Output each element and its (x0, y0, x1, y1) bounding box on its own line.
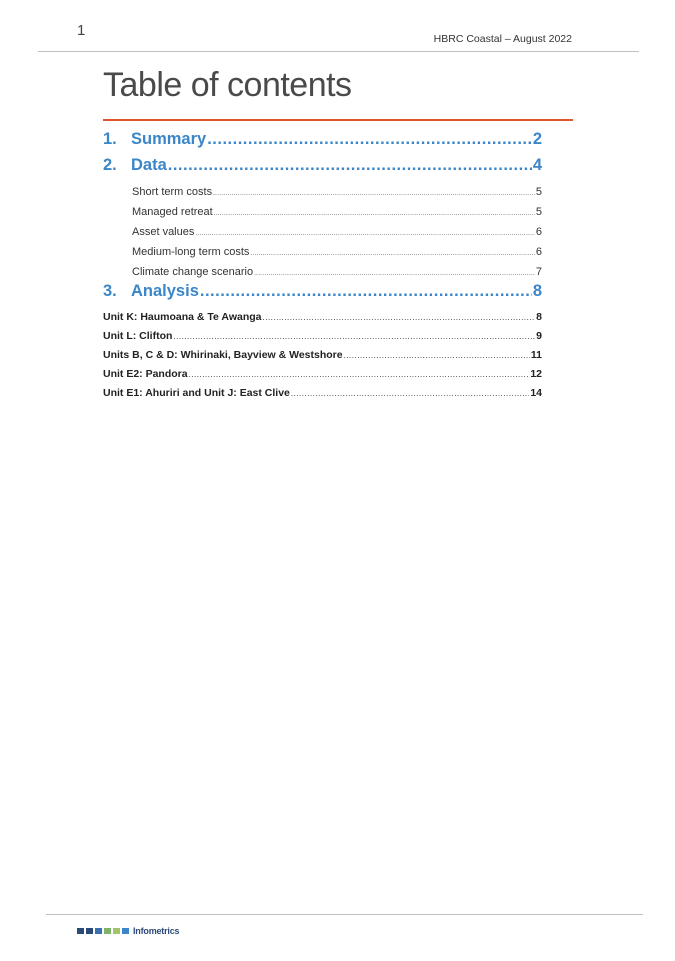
toc-entry-label: Unit K: Haumoana & Te Awanga (103, 311, 262, 323)
toc-entry-analysis[interactable] (103, 282, 542, 308)
header-title: HBRC Coastal – August 2022 (433, 33, 572, 45)
toc-entry-page: 12 (530, 368, 542, 380)
toc-entry-page: 11 (530, 349, 542, 361)
toc-entry-label: Managed retreat (132, 206, 213, 218)
dot-leader (207, 130, 532, 149)
toc-entry-asset-values[interactable] (103, 222, 542, 242)
toc-title: Table of contents (103, 66, 352, 104)
toc-entry-climate-change-scenario[interactable] (103, 262, 542, 282)
logo-square-icon (113, 928, 120, 934)
header-rule (38, 51, 639, 52)
toc-entry-label: Unit E1: Ahuriri and Unit J: East Clive (103, 387, 290, 399)
toc-entry-page: 2 (532, 130, 542, 148)
toc-entry-label: Short term costs (132, 186, 213, 198)
dot-leader (173, 327, 535, 346)
dot-leader (344, 346, 530, 365)
toc-entry-label: Data (131, 156, 167, 174)
dot-leader (263, 308, 536, 327)
toc-entry-summary[interactable] (103, 130, 542, 156)
toc-entry-page: 4 (532, 156, 542, 174)
toc-entry-label: Asset values (132, 226, 195, 238)
toc-entry-page: 6 (535, 226, 542, 238)
toc-entry-page: 14 (530, 387, 542, 399)
toc-entry-unit-e2[interactable] (103, 365, 542, 384)
dot-leader (291, 384, 529, 403)
toc-entry-page: 8 (536, 311, 542, 323)
title-rule (103, 119, 573, 121)
toc-entry-label: Unit E2: Pandora (103, 368, 188, 380)
toc-entry-page: 9 (536, 330, 542, 342)
dot-leader (214, 204, 535, 222)
toc-entry-page: 8 (532, 282, 542, 300)
toc-entry-short-term-costs[interactable] (103, 182, 542, 202)
toc-entry-medium-long-term-costs[interactable] (103, 242, 542, 262)
toc-entry-data[interactable] (103, 156, 542, 182)
logo-square-icon (104, 928, 111, 934)
toc-entry-page: 7 (535, 266, 542, 278)
toc-entry-label: Analysis (131, 282, 199, 300)
dot-leader (195, 224, 535, 242)
dot-leader (189, 365, 530, 384)
logo-square-icon (77, 928, 84, 934)
toc-entry-label: Medium-long term costs (132, 246, 250, 258)
toc-entry-units-b-c-d[interactable] (103, 346, 542, 365)
toc-entry-managed-retreat[interactable] (103, 202, 542, 222)
table-of-contents (103, 130, 542, 403)
toc-entry-unit-e1-j[interactable] (103, 384, 542, 403)
toc-entry-page: 6 (535, 246, 542, 258)
toc-entry-number: 1. (103, 130, 117, 148)
dot-leader (168, 156, 532, 175)
toc-entry-label: Unit L: Clifton (103, 330, 173, 342)
toc-entry-page: 5 (535, 186, 542, 198)
toc-entry-page: 5 (535, 206, 542, 218)
logo-square-icon (86, 928, 93, 934)
footer-rule (46, 914, 643, 915)
toc-entry-unit-l[interactable] (103, 327, 542, 346)
toc-entry-label: Climate change scenario (132, 266, 254, 278)
toc-entry-label: Summary (131, 130, 207, 148)
dot-leader (213, 184, 535, 202)
logo-square-icon (95, 928, 102, 934)
infometrics-logo (77, 926, 179, 936)
toc-entry-number: 2. (103, 156, 117, 174)
dot-leader (254, 264, 535, 282)
logo-square-icon (122, 928, 129, 934)
dot-leader (250, 244, 535, 262)
page-number: 1 (77, 22, 86, 39)
toc-entry-number: 3. (103, 282, 117, 300)
logo-text: Infometrics (133, 926, 180, 936)
toc-entry-unit-k[interactable] (103, 308, 542, 327)
dot-leader (200, 282, 532, 301)
toc-entry-label: Units B, C & D: Whirinaki, Bayview & Westshore (103, 349, 343, 361)
